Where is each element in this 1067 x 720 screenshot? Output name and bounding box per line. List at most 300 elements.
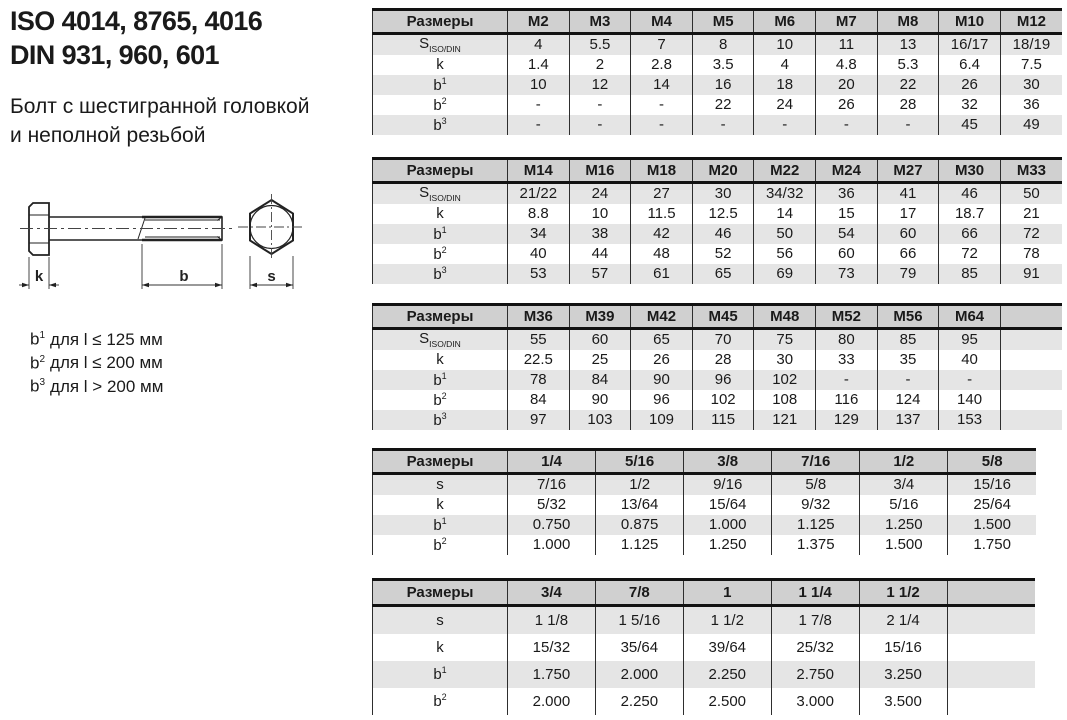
table-cell [1000, 350, 1062, 370]
table-cell: 4.8 [816, 55, 878, 75]
table-cell: 5/8 [772, 474, 860, 496]
table-row [373, 350, 1063, 370]
row-label-base: b [433, 411, 442, 429]
table-cell: 22.5 [508, 350, 570, 370]
table-cell: 72 [1000, 224, 1062, 244]
column-header: M3 [569, 10, 631, 34]
table-cell: 53 [508, 264, 570, 284]
note-b1 [30, 326, 163, 350]
note-b3 [30, 373, 163, 397]
table-cell: 52 [692, 244, 754, 264]
column-header: M12 [1000, 10, 1062, 34]
table-cell: 15 [816, 204, 878, 224]
table-cell: 18/19 [1000, 34, 1062, 56]
table-cell: 36 [1000, 95, 1062, 115]
column-header: M64 [939, 305, 1001, 329]
table-cell: 11.5 [631, 204, 693, 224]
table-cell: 72 [939, 244, 1001, 264]
table-cell: 116 [816, 390, 878, 410]
table-cell: 8.8 [508, 204, 570, 224]
table-cell: 90 [631, 370, 693, 390]
table-cell: 60 [877, 224, 939, 244]
column-header: Размеры [373, 580, 508, 606]
row-label-base: s [436, 476, 444, 494]
row-label-subscript: ISO/DIN [429, 339, 461, 350]
subtitle-line-1: Болт с шестигранной головкой [10, 95, 310, 118]
table-cell: 40 [508, 244, 570, 264]
table-header-row [373, 450, 1037, 474]
table-cell: 57 [569, 264, 631, 284]
row-label [373, 75, 508, 95]
table-cell: 39/64 [683, 634, 771, 661]
table-cell: 137 [877, 410, 939, 430]
table-cell: 2.750 [771, 661, 859, 688]
table-cell: 21 [1000, 204, 1062, 224]
table-cell: 46 [939, 183, 1001, 205]
note-symbol: b [30, 329, 40, 349]
table-cell: 17 [877, 204, 939, 224]
table-cell: 11 [816, 34, 878, 56]
table-cell: 1.125 [772, 515, 860, 535]
note-text: для l ≤ 200 мм [50, 353, 163, 373]
table-cell: 2.500 [683, 688, 771, 715]
table-cell: 60 [816, 244, 878, 264]
table-cell: 1.125 [596, 535, 684, 555]
table-cell: 7 [631, 34, 693, 56]
bolt-side-view [20, 203, 234, 255]
row-label-base: b [433, 116, 442, 134]
table-cell: 124 [877, 390, 939, 410]
row-label [373, 264, 508, 284]
table-cell: 1.250 [860, 515, 948, 535]
table-cell: 12 [569, 75, 631, 95]
table-cell [947, 634, 1035, 661]
row-label-base: k [436, 56, 444, 74]
table-cell: 26 [631, 350, 693, 370]
dimension-table [372, 578, 1035, 715]
table-row [373, 329, 1063, 351]
table-cell: 129 [816, 410, 878, 430]
table-cell: 42 [631, 224, 693, 244]
table-cell: 3.250 [859, 661, 947, 688]
table-cell: 5/32 [508, 495, 596, 515]
table-cell: 140 [939, 390, 1001, 410]
table-cell: 12.5 [692, 204, 754, 224]
column-header: 1 [683, 580, 771, 606]
column-header: M14 [508, 159, 570, 183]
row-label [373, 204, 508, 224]
table-cell: 25 [569, 350, 631, 370]
column-header [947, 580, 1035, 606]
table-cell: 1.375 [772, 535, 860, 555]
column-header: M42 [631, 305, 693, 329]
row-label-base: S [419, 35, 430, 53]
column-header: 7/8 [595, 580, 683, 606]
table-cell: 0.750 [508, 515, 596, 535]
table-cell: - [569, 95, 631, 115]
table-cell: 21/22 [508, 183, 570, 205]
table-cell: 103 [569, 410, 631, 430]
table-row [373, 661, 1036, 688]
column-header: M48 [754, 305, 816, 329]
table-cell: 20 [816, 75, 878, 95]
table-cell: 1 1/8 [508, 606, 596, 635]
table-cell: - [508, 95, 570, 115]
row-label-base: b [433, 371, 442, 389]
table-cell: 70 [692, 329, 754, 351]
column-header: M39 [569, 305, 631, 329]
row-label [373, 515, 508, 535]
table-cell: - [569, 115, 631, 135]
table-metric-m36-m64 [372, 303, 1062, 430]
table-cell [947, 606, 1035, 635]
table-cell: 15/16 [859, 634, 947, 661]
left-panel [10, 4, 368, 396]
table-row [373, 474, 1037, 496]
table-cell: 9/16 [684, 474, 772, 496]
table-row [373, 95, 1063, 115]
table-cell: 46 [692, 224, 754, 244]
row-label-superscript: 2 [441, 390, 447, 401]
table-cell: 1.250 [684, 535, 772, 555]
table-cell: 36 [816, 183, 878, 205]
table-row [373, 224, 1063, 244]
note-text: для l > 200 мм [50, 376, 164, 396]
table-row [373, 390, 1063, 410]
table-row [373, 75, 1063, 95]
note-superscript: 2 [39, 353, 46, 365]
dimension-table [372, 157, 1062, 284]
table-cell: 1.750 [948, 535, 1036, 555]
row-label-superscript: 2 [441, 95, 447, 106]
table-cell: 153 [939, 410, 1001, 430]
note-symbol: b [30, 376, 40, 396]
note-superscript: 3 [39, 377, 46, 389]
dimension-b [142, 244, 222, 289]
table-cell: 97 [508, 410, 570, 430]
column-header: Размеры [373, 159, 508, 183]
row-label [373, 634, 508, 661]
table-cell: 30 [1000, 75, 1062, 95]
table-cell: 45 [939, 115, 1001, 135]
column-header: 1/2 [860, 450, 948, 474]
row-label [373, 370, 508, 390]
row-label-superscript: 1 [441, 370, 447, 381]
table-cell: 26 [816, 95, 878, 115]
dimension-k [19, 257, 59, 289]
note-superscript: 1 [39, 330, 46, 341]
table-row [373, 688, 1036, 715]
row-label [373, 115, 508, 135]
table-cell: 13 [877, 34, 939, 56]
column-header: M56 [877, 305, 939, 329]
table-cell: 1.500 [860, 535, 948, 555]
table-cell: 1 5/16 [595, 606, 683, 635]
table-cell: 14 [631, 75, 693, 95]
table-cell: 22 [692, 95, 754, 115]
table-cell: 90 [569, 390, 631, 410]
row-label-superscript: 2 [441, 244, 447, 255]
table-cell [1000, 410, 1062, 430]
column-header: M7 [816, 10, 878, 34]
table-cell: 9/32 [772, 495, 860, 515]
table-cell: 50 [754, 224, 816, 244]
row-label [373, 55, 508, 75]
table-row [373, 495, 1037, 515]
table-cell [947, 688, 1035, 715]
table-cell: 50 [1000, 183, 1062, 205]
row-label-base: b [433, 265, 442, 283]
table-cell [1000, 370, 1062, 390]
table-row [373, 244, 1063, 264]
table-cell: 55 [508, 329, 570, 351]
table-row [373, 204, 1063, 224]
row-label-superscript: 1 [441, 665, 447, 676]
row-label-subscript: ISO/DIN [429, 193, 461, 204]
row-label [373, 474, 508, 496]
dimension-label-b: b [179, 268, 189, 285]
column-header [1000, 305, 1062, 329]
row-label [373, 183, 508, 205]
row-label-base: k [436, 638, 444, 656]
note-b2 [30, 350, 163, 374]
table-cell: - [877, 370, 939, 390]
column-header: Размеры [373, 305, 508, 329]
table-cell: 84 [569, 370, 631, 390]
table-cell: 40 [939, 350, 1001, 370]
row-label-base: S [419, 184, 430, 202]
column-header: M8 [877, 10, 939, 34]
table-cell: 32 [939, 95, 1001, 115]
table-cell: 6.4 [939, 55, 1001, 75]
dimension-label-s: s [267, 268, 276, 285]
table-cell: - [631, 115, 693, 135]
table-cell: 78 [1000, 244, 1062, 264]
row-label-superscript: 1 [441, 224, 447, 235]
column-header: M33 [1000, 159, 1062, 183]
table-cell: 30 [692, 183, 754, 205]
column-header: M10 [939, 10, 1001, 34]
row-label-superscript: 1 [441, 75, 447, 86]
row-label [373, 410, 508, 430]
table-cell: 102 [692, 390, 754, 410]
row-label [373, 390, 508, 410]
table-cell: 1.000 [684, 515, 772, 535]
table-cell: 14 [754, 204, 816, 224]
table-cell: 15/64 [684, 495, 772, 515]
table-cell: 1.500 [948, 515, 1036, 535]
table-cell: 49 [1000, 115, 1062, 135]
table-cell: 34/32 [754, 183, 816, 205]
row-label-base: b [433, 391, 442, 409]
table-header-row [373, 159, 1063, 183]
table-cell: 28 [692, 350, 754, 370]
column-header: 1 1/4 [771, 580, 859, 606]
table-cell: 48 [631, 244, 693, 264]
column-header: Размеры [373, 450, 508, 474]
column-header: M24 [816, 159, 878, 183]
column-header: 1/4 [508, 450, 596, 474]
row-label-base: b [433, 693, 442, 711]
row-label [373, 606, 508, 635]
table-row [373, 606, 1036, 635]
row-label-superscript: 1 [441, 515, 447, 526]
row-label-base: S [419, 330, 430, 348]
table-cell: 44 [569, 244, 631, 264]
table-cell [1000, 390, 1062, 410]
row-label [373, 95, 508, 115]
table-cell: 102 [754, 370, 816, 390]
table-cell [947, 661, 1035, 688]
row-label [373, 350, 508, 370]
table-cell: 3/4 [860, 474, 948, 496]
table-cell: 27 [631, 183, 693, 205]
row-label [373, 661, 508, 688]
dimension-label-k: k [34, 268, 44, 285]
tables-area [372, 0, 1067, 720]
table-cell: - [939, 370, 1001, 390]
row-label-superscript: 2 [441, 692, 447, 703]
table-cell: - [631, 95, 693, 115]
table-cell: 4 [754, 55, 816, 75]
row-label-base: s [436, 611, 444, 629]
table-cell: 109 [631, 410, 693, 430]
table-metric-m14-m33 [372, 157, 1062, 284]
table-cell: 91 [1000, 264, 1062, 284]
note-text: для l ≤ 125 мм [50, 329, 163, 349]
row-label-base: k [436, 496, 444, 514]
column-header: 7/16 [772, 450, 860, 474]
table-row [373, 515, 1037, 535]
table-cell: 69 [754, 264, 816, 284]
row-label-base: b [433, 76, 442, 94]
table-cell: 1 1/2 [683, 606, 771, 635]
subtitle-line-2: и неполной резьбой [10, 124, 206, 147]
note-symbol: b [30, 353, 40, 373]
table-cell: 1/2 [596, 474, 684, 496]
table-cell: 30 [754, 350, 816, 370]
table-cell: 28 [877, 95, 939, 115]
table-cell: 18.7 [939, 204, 1001, 224]
din-standards-line: DIN 931, 960, 601 [10, 40, 219, 70]
row-label-subscript: ISO/DIN [429, 44, 461, 55]
table-cell: 121 [754, 410, 816, 430]
column-header: M6 [754, 10, 816, 34]
column-header: Размеры [373, 10, 508, 34]
table-cell: - [508, 115, 570, 135]
table-cell [1000, 329, 1062, 351]
table-cell: - [877, 115, 939, 135]
table-cell: 61 [631, 264, 693, 284]
table-cell: 15/32 [508, 634, 596, 661]
table-cell: 0.875 [596, 515, 684, 535]
column-header: M18 [631, 159, 693, 183]
table-cell: 1.750 [508, 661, 596, 688]
column-header: M45 [692, 305, 754, 329]
table-row [373, 410, 1063, 430]
hex-end-view [238, 194, 305, 260]
table-cell: 10 [754, 34, 816, 56]
standards-title [10, 4, 368, 72]
table-row [373, 264, 1063, 284]
row-label [373, 244, 508, 264]
table-cell: 25/64 [948, 495, 1036, 515]
column-header: 5/16 [596, 450, 684, 474]
table-cell: 2.8 [631, 55, 693, 75]
row-label-base: b [433, 225, 442, 243]
table-row [373, 34, 1063, 56]
table-cell: - [816, 370, 878, 390]
row-label-base: b [433, 516, 442, 534]
dimension-s [250, 256, 293, 289]
table-cell: 25/32 [771, 634, 859, 661]
table-cell: 2.250 [683, 661, 771, 688]
table-cell: - [692, 115, 754, 135]
column-header: M20 [692, 159, 754, 183]
table-cell: 1 7/8 [771, 606, 859, 635]
row-label [373, 495, 508, 515]
table-cell: 85 [877, 329, 939, 351]
column-header: M36 [508, 305, 570, 329]
row-label-base: k [436, 351, 444, 369]
table-cell: 65 [692, 264, 754, 284]
row-label [373, 535, 508, 555]
bolt-drawing [18, 192, 318, 300]
table-inch-small [372, 448, 1036, 555]
table-cell: 78 [508, 370, 570, 390]
column-header: 1 1/2 [859, 580, 947, 606]
table-cell: 41 [877, 183, 939, 205]
column-header: 3/4 [508, 580, 596, 606]
table-cell: - [754, 115, 816, 135]
table-cell: 66 [877, 244, 939, 264]
table-cell: 13/64 [596, 495, 684, 515]
row-label-superscript: 3 [441, 115, 447, 126]
table-row [373, 55, 1063, 75]
table-cell: 56 [754, 244, 816, 264]
table-cell: 3.5 [692, 55, 754, 75]
column-header: M30 [939, 159, 1001, 183]
row-label-base: b [433, 245, 442, 263]
table-row [373, 183, 1063, 205]
table-cell: 3.000 [771, 688, 859, 715]
table-cell: 65 [631, 329, 693, 351]
table-cell: 54 [816, 224, 878, 244]
table-row [373, 634, 1036, 661]
table-cell: 2 1/4 [859, 606, 947, 635]
table-cell: 8 [692, 34, 754, 56]
table-cell: 34 [508, 224, 570, 244]
column-header: M2 [508, 10, 570, 34]
table-cell: 95 [939, 329, 1001, 351]
row-label [373, 224, 508, 244]
table-cell: 26 [939, 75, 1001, 95]
dimension-table [372, 8, 1062, 135]
table-cell: 75 [754, 329, 816, 351]
table-cell: 4 [508, 34, 570, 56]
table-row [373, 115, 1063, 135]
table-cell: 16 [692, 75, 754, 95]
table-metric-m2-m12 [372, 8, 1062, 135]
table-cell: 33 [816, 350, 878, 370]
table-cell: 24 [754, 95, 816, 115]
table-cell: 73 [816, 264, 878, 284]
row-label [373, 34, 508, 56]
column-header: M22 [754, 159, 816, 183]
table-cell: 5/16 [860, 495, 948, 515]
table-cell: 80 [816, 329, 878, 351]
row-label-superscript: 2 [441, 535, 447, 546]
